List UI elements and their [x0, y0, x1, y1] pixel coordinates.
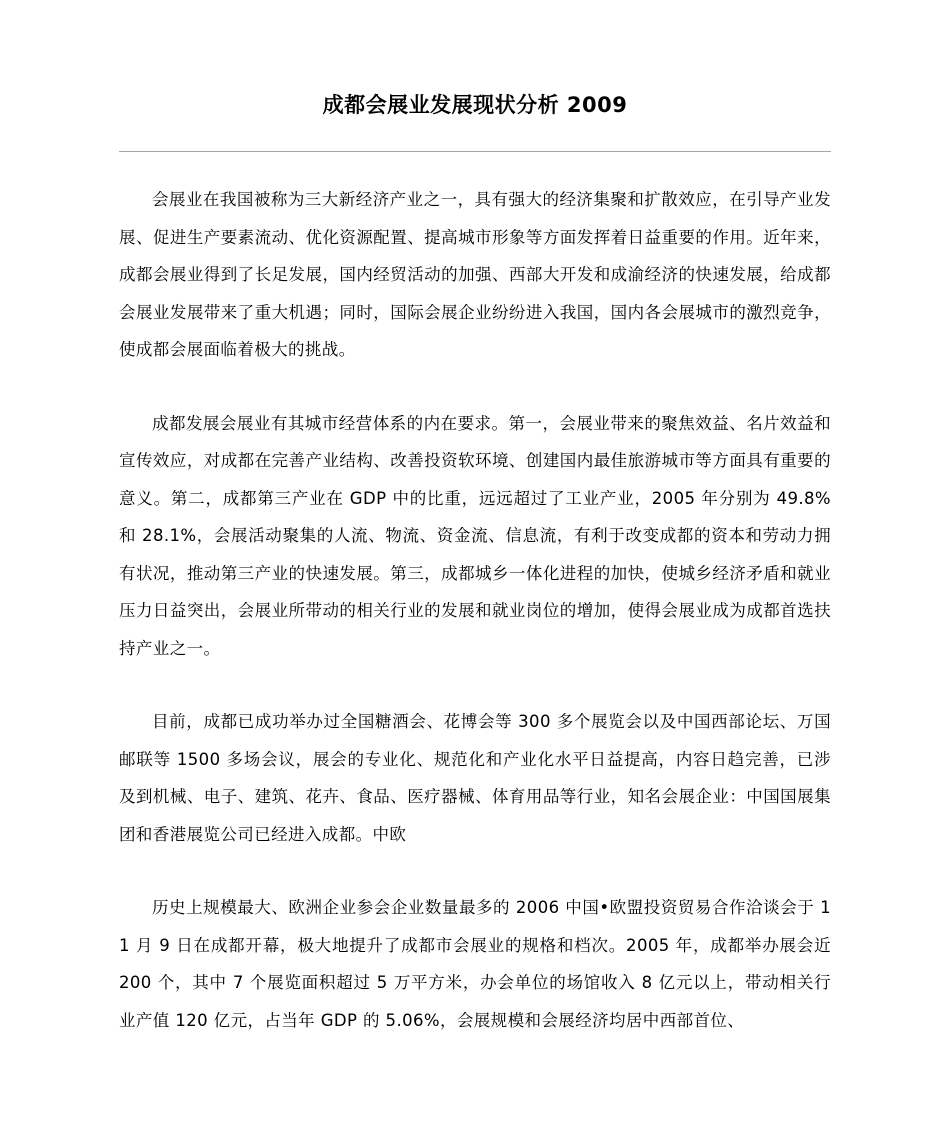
- document-title: 成都会展业发展现状分析 2009: [322, 93, 628, 117]
- paragraph-3: 目前，成都已成功举办过全国糖酒会、花博会等 300 多个展览会以及中国西部论坛、万国邮联等 1500 多场会议，展会的专业化、规范化和产业化水平日益提高，内容日趋完善，已涉及到机械、电子、建筑、花卉、食品、医疗器械、体育用品等行业，知名会展企业：中国国展集团和香港展览公司已经进入成都。中欧: [119, 712, 831, 844]
- paragraph-4: 历史上规模最大、欧洲企业参会企业数量最多的 2006 中国•欧盟投资贸易合作洽谈会于 11 月 9 日在成都开幕，极大地提升了成都市会展业的规格和档次。2005 年，成都举办展会近 200 个，其中 7 个展览面积超过 5 万平方米，办会单位的场馆收入 8 亿元以上，带动相关行业产值 120 亿元，占当年 GDP 的 5.06%，会展规模和会展经济均居中西部首位、: [119, 898, 831, 1030]
- paragraph-1: 会展业在我国被称为三大新经济产业之一，具有强大的经济集聚和扩散效应，在引导产业发展、促进生产要素流动、优化资源配置、提高城市形象等方面发挥着日益重要的作用。近年来，成都会展业得到了长足发展，国内经贸活动的加强、西部大开发和成渝经济的快速发展，给成都会展业发展带来了重大机遇；同时，国际会展企业纷纷进入我国，国内各会展城市的激烈竞争，使成都会展面临着极大的挑战。: [119, 190, 831, 359]
- title-divider: [119, 151, 831, 152]
- paragraph-2: 成都发展会展业有其城市经营体系的内在要求。第一，会展业带来的聚焦效益、名片效益和宣传效应，对成都在完善产业结构、改善投资软环境、创建国内最佳旅游城市等方面具有重要的意义。第二，成都第三产业在 GDP 中的比重，远远超过了工业产业，2005 年分别为 49.8%和 28.1%，会展活动聚集的人流、物流、资金流、信息流，有利于改变成都的资本和劳动力拥有状况，推动第三产业的快速发展。第三，成都城乡一体化进程的加快，使城乡经济矛盾和就业压力日益突出，会展业所带动的相关行业的发展和就业岗位的增加，使得会展业成为成都首选扶持产业之一。: [119, 413, 831, 658]
- document-body: [119, 181, 831, 1075]
